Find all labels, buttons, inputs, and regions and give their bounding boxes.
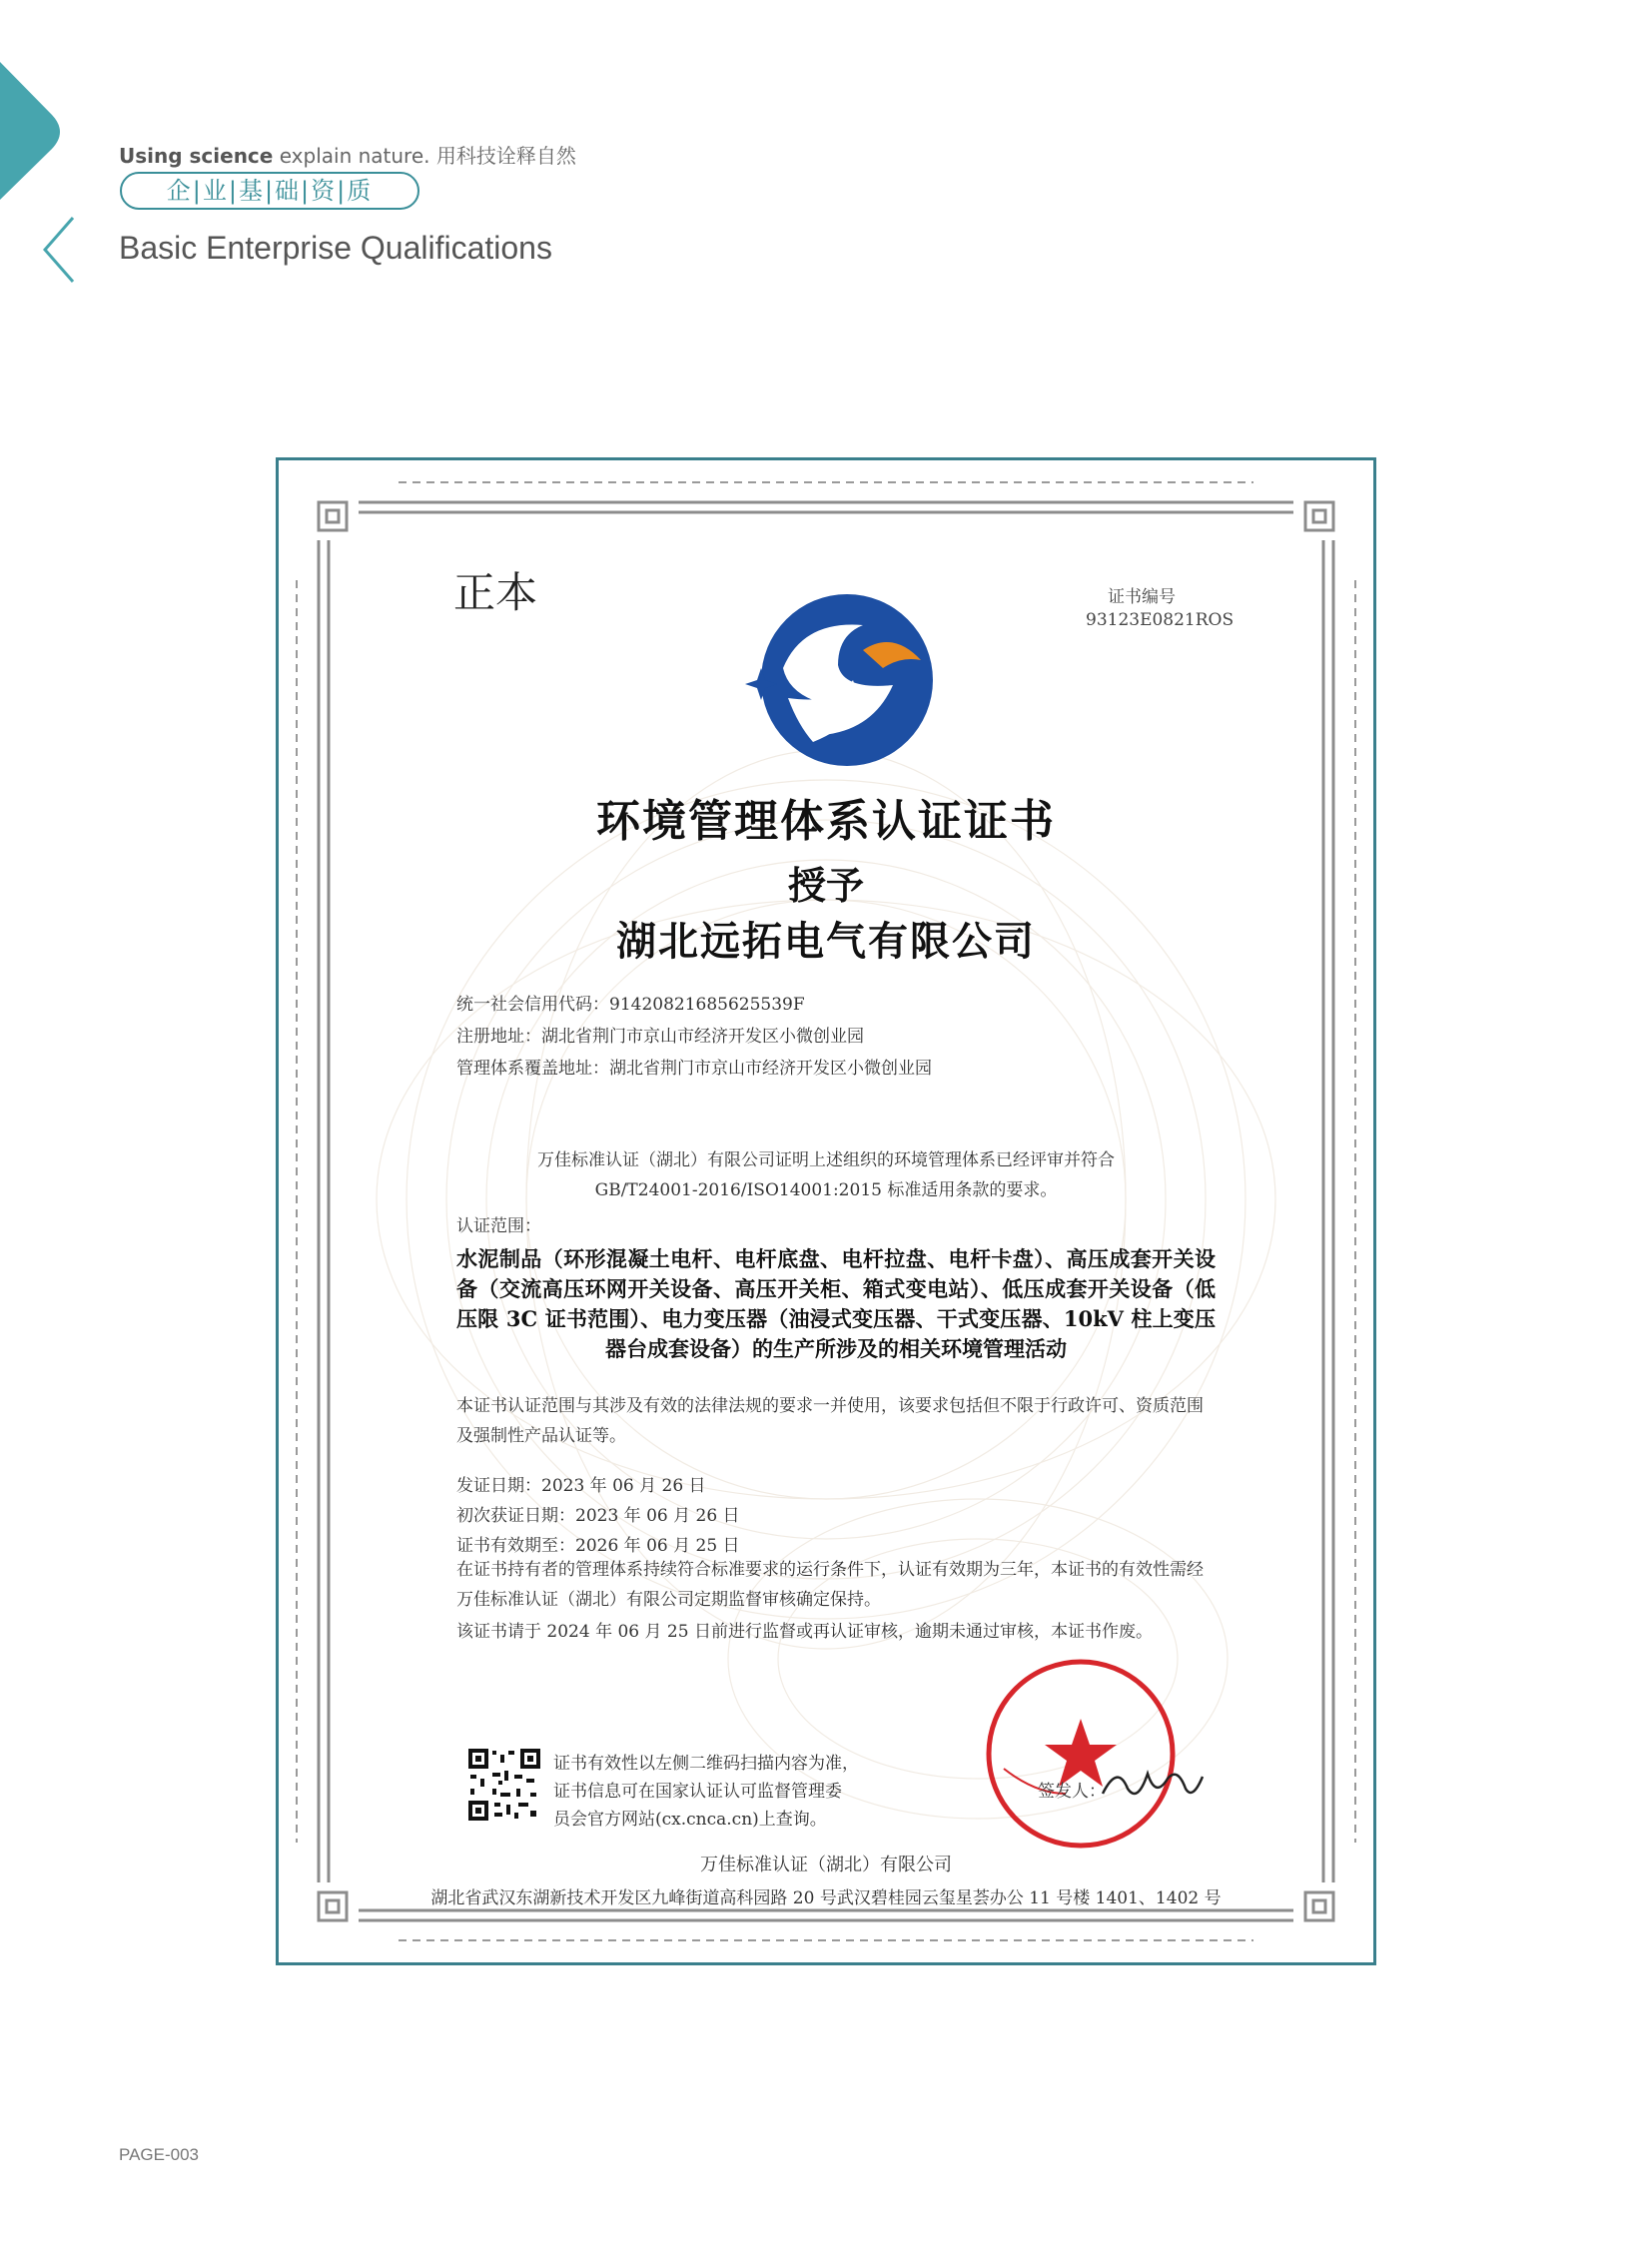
first-issue-date: 初次获证日期：2023 年 06 月 26 日	[456, 1506, 740, 1526]
certification-body-logo	[743, 590, 933, 770]
registered-address: 注册地址：湖北省荆门市京山市经济开发区小微创业园	[456, 1027, 864, 1047]
signatory-label: 签发人：	[1038, 1782, 1106, 1802]
company-name: 湖北远拓电气有限公司	[616, 918, 1036, 965]
page-number: PAGE-003	[119, 2145, 200, 2164]
qr-note-line-1: 证书有效性以左侧二维码扫描内容为准，	[553, 1754, 859, 1774]
signature	[1098, 1759, 1208, 1809]
section-title-en: Basic Enterprise Qualifications	[119, 230, 552, 266]
issue-date: 发证日期：2023 年 06 月 26 日	[456, 1476, 706, 1496]
valid-until: 证书有效期至：2026 年 06 月 25 日	[456, 1536, 740, 1556]
statement-line-2: GB/T24001-2016/ISO14001:2015 标准适用条款的要求。	[594, 1180, 1058, 1200]
official-seal	[976, 1649, 1186, 1859]
cert-number-label: 证书编号	[1108, 587, 1176, 607]
chevron-left-icon[interactable]	[40, 215, 80, 285]
scope-label: 认证范围：	[456, 1216, 541, 1236]
credit-code: 统一社会信用代码：91420821685625539F	[456, 995, 805, 1015]
validity-note: 在证书持有者的管理体系持续符合标准要求的运行条件下，认证有效期为三年，本证书的有效性需经万佳标准认证（湖北）有限公司定期监督审核确定保持。	[456, 1560, 1204, 1610]
surveillance-note: 该证书请于 2024 年 06 月 25 日前进行监督或再认证审核，逾期未通过审核，本证书作废。	[456, 1622, 1153, 1642]
certificate-title: 环境管理体系认证证书	[596, 796, 1056, 847]
coverage-address: 管理体系覆盖地址：湖北省荆门市京山市经济开发区小微创业园	[456, 1059, 932, 1079]
law-note: 本证书认证范围与其涉及有效的法律法规的要求一并使用，该要求包括但不限于行政许可、资质范围及强制性产品认证等。	[456, 1396, 1204, 1446]
issuer-address: 湖北省武汉东湖新技术开发区九峰街道高科园路 20 号武汉碧桂园云玺星荟办公 11 号楼 1401、1402 号	[430, 1888, 1222, 1908]
statement-line-1: 万佳标准认证（湖北）有限公司证明上述组织的环境管理体系已经评审并符合	[537, 1150, 1115, 1170]
tagline	[119, 140, 576, 169]
qr-code[interactable]	[468, 1749, 540, 1821]
section-title-cn: 企|业|基|础|资|质	[120, 172, 419, 210]
granted-to-label: 授予	[787, 863, 864, 908]
qr-note-line-3: 员会官方网站(cx.cnca.cn)上查询。	[553, 1810, 827, 1830]
qr-note-line-2: 证书信息可在国家认证认可监督管理委	[553, 1782, 842, 1802]
tagline-bold: Using science	[119, 144, 274, 168]
issuer-name: 万佳标准认证（湖北）有限公司	[700, 1855, 952, 1875]
original-copy-label: 正本	[453, 568, 538, 617]
certificate	[276, 457, 1376, 1965]
cert-number: 93123E0821ROS	[1086, 610, 1235, 630]
tagline-rest: explain nature. 用科技诠释自然	[279, 144, 576, 168]
scope-text: 水泥制品（环形混凝土电杆、电杆底盘、电杆拉盘、电杆卡盘）、高压成套开关设备（交流高压环网开关设备、高压开关柜、箱式变电站）、低压成套开关设备（低压限 3C 证书范围）、电力变压器（油浸式变压器、干式变压器、10kV 柱上变压器台成套设备）的生产所涉及的相关环境管理活动	[456, 1246, 1216, 1361]
